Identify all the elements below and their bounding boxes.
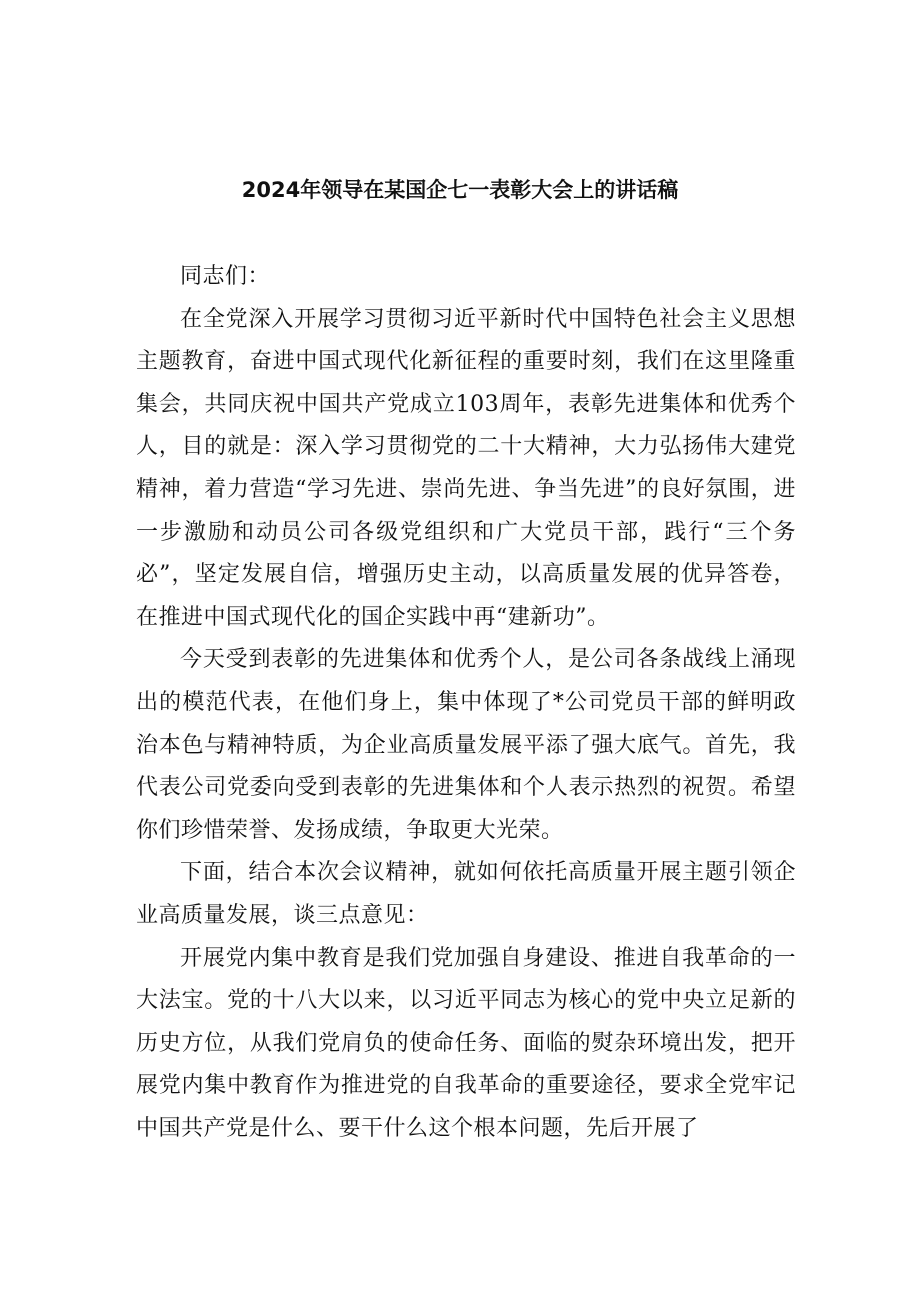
greeting: 同志们： (180, 264, 271, 289)
document-body (136, 256, 796, 1150)
paragraph-2: 今天受到表彰的先进集体和优秀个人，是公司各条战线上涌现出的模范代表，在他们身上，集中体现了*公司党员干部的鲜明政治本色与精神特质，为企业高质量发展平添了强大底气。首先，我代表公司党委向受到表彰的先进集体和个人表示热烈的祝贺。希望你们珍惜荣誉、发扬成绩，争取更大光荣。 (136, 647, 796, 843)
paragraph-3: 下面，结合本次会议精神，就如何依托高质量开展主题引领企业高质量发展，谈三点意见： (136, 860, 796, 928)
paragraph-1: 在全党深入开展学习贯彻习近平新时代中国特色社会主义思想主题教育，奋进中国式现代化新征程的重要时刻，我们在这里隆重集会，共同庆祝中国共产党成立103周年，表彰先进集体和优秀个人，目的就是：深入学习贯彻党的二十大精神，大力弘扬伟大建党精神，着力营造“学习先进、崇尚先进、争当先进”的良好氛围，进一步激励和动员公司各级党组织和广大党员干部，践行“三个务必”，坚定发展自信，增强历史主动，以高质量发展的优异答卷，在推进中国式现代化的国企实践中再“建新功”。 (136, 306, 796, 630)
paragraph-4: 开展党内集中教育是我们党加强自身建设、推进自我革命的一大法宝。党的十八大以来，以习近平同志为核心的党中央立足新的历史方位，从我们党肩负的使命任务、面临的熨杂环境出发，把开展党内集中教育作为推进党的自我革命的重要途径，要求全党牢记中国共产党是什么、要干什么这个根本问题，先后开展了 (136, 945, 796, 1141)
document-title: 2024年领导在某国企七一表彰大会上的讲话稿 (241, 178, 679, 202)
